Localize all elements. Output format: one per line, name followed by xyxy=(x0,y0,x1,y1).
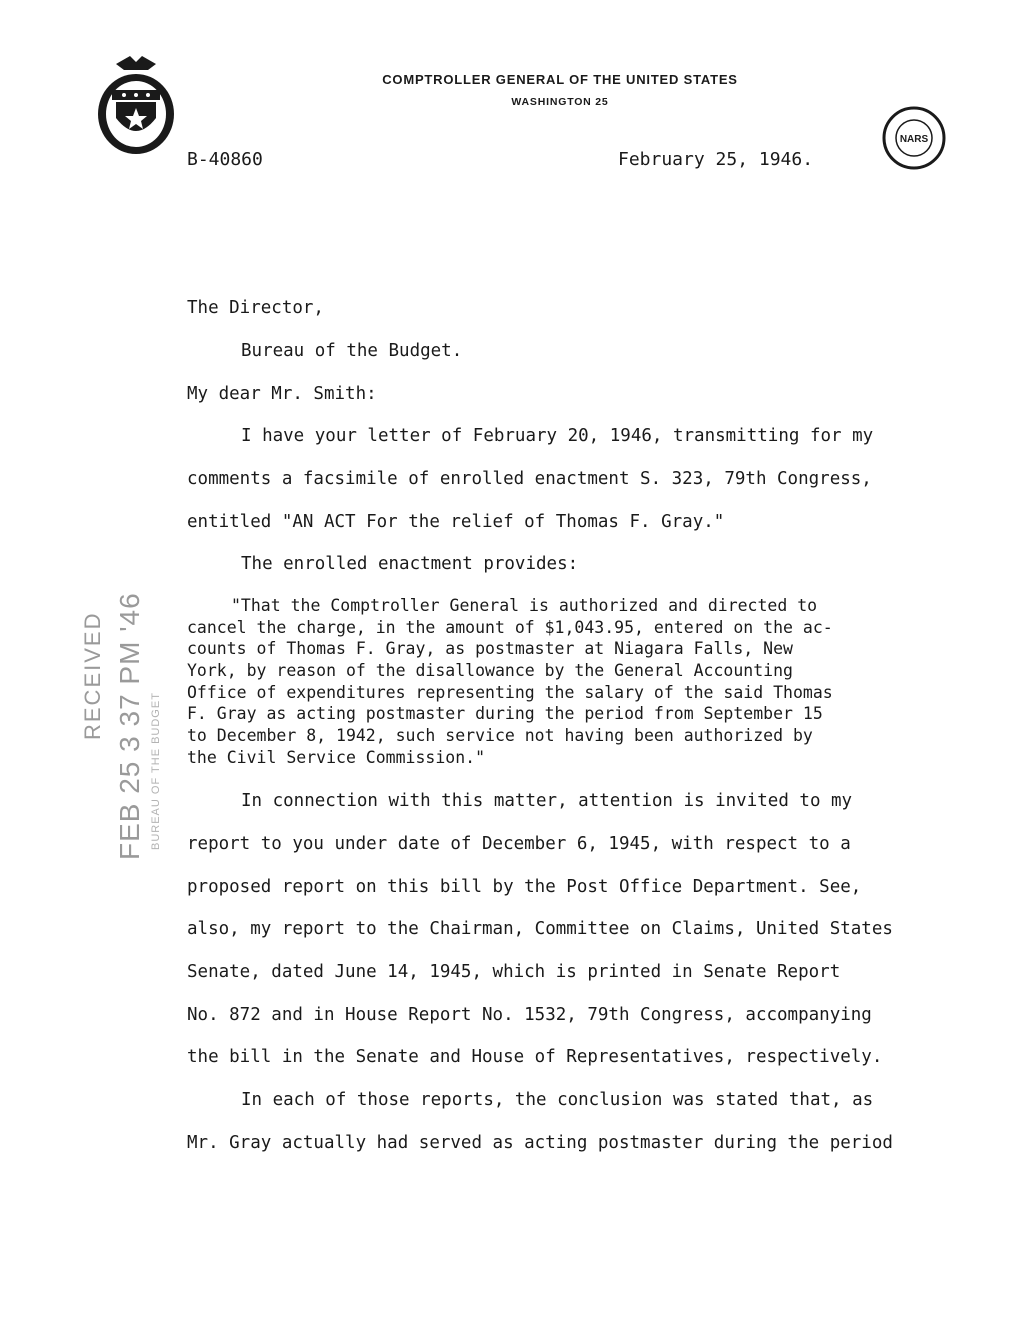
reference-number: B-40860 xyxy=(187,149,263,170)
paragraph2: The enrolled enactment provides: xyxy=(241,554,579,574)
quote-line: the Civil Service Commission." xyxy=(187,748,486,767)
stamp-center-text: NARS xyxy=(899,134,929,145)
paragraph4-line: In each of those reports, the conclusion was stated that, as xyxy=(241,1090,874,1110)
letter-date: February 25, 1946. xyxy=(618,149,814,170)
salutation: My dear Mr. Smith: xyxy=(187,384,377,404)
received-date: FEB 25 3 37 PM '46 xyxy=(114,592,145,860)
paragraph1-line: comments a facsimile of enrolled enactment S. 323, 79th Congress, xyxy=(187,469,872,489)
letterhead xyxy=(260,72,860,108)
quote-line: Office of expenditures representing the salary of the said Thomas xyxy=(187,683,833,702)
quote-line: F. Gray as acting postmaster during the period from September 15 xyxy=(187,704,823,723)
quote-line: cancel the charge, in the amount of $1,043.95, entered on the ac- xyxy=(187,618,833,637)
library-stamp xyxy=(880,104,948,172)
paragraph1-line: entitled "AN ACT For the relief of Thomas F. Gray." xyxy=(187,512,725,532)
quote-line: York, by reason of the disallowance by the General Accounting xyxy=(187,661,793,680)
paragraph3-line: report to you under date of December 6, 1945, with respect to a xyxy=(187,834,851,854)
letterhead-city: WASHINGTON 25 xyxy=(511,96,609,108)
paragraph3-line: No. 872 and in House Report No. 1532, 79th Congress, accompanying xyxy=(187,1005,872,1025)
quote-line: to December 8, 1942, such service not having been authorized by xyxy=(187,726,813,745)
comptroller-seal xyxy=(86,56,186,156)
quote-line: counts of Thomas F. Gray, as postmaster at Niagara Falls, New xyxy=(187,639,793,658)
received-dept: BUREAU OF THE BUDGET xyxy=(150,692,162,850)
paragraph3-line: also, my report to the Chairman, Committee on Claims, United States xyxy=(187,919,893,939)
letterhead-org: COMPTROLLER GENERAL OF THE UNITED STATES xyxy=(382,72,738,87)
paragraph3-line: the bill in the Senate and House of Representatives, respectively. xyxy=(187,1047,883,1067)
paragraph3-line: In connection with this matter, attention is invited to my xyxy=(241,791,853,811)
recipient-line-1: The Director, xyxy=(187,298,324,318)
quote-line: "That the Comptroller General is authorized and directed to xyxy=(231,596,818,615)
paragraph3-line: Senate, dated June 14, 1945, which is printed in Senate Report xyxy=(187,962,841,982)
paragraph1-line: I have your letter of February 20, 1946, transmitting for my xyxy=(241,426,874,446)
received-word: RECEIVED xyxy=(80,611,105,740)
paragraph4-line: Mr. Gray actually had served as acting postmaster during the period xyxy=(187,1133,893,1153)
paragraph3-line: proposed report on this bill by the Post Office Department. See, xyxy=(187,877,862,897)
recipient-line-2: Bureau of the Budget. xyxy=(241,341,463,361)
